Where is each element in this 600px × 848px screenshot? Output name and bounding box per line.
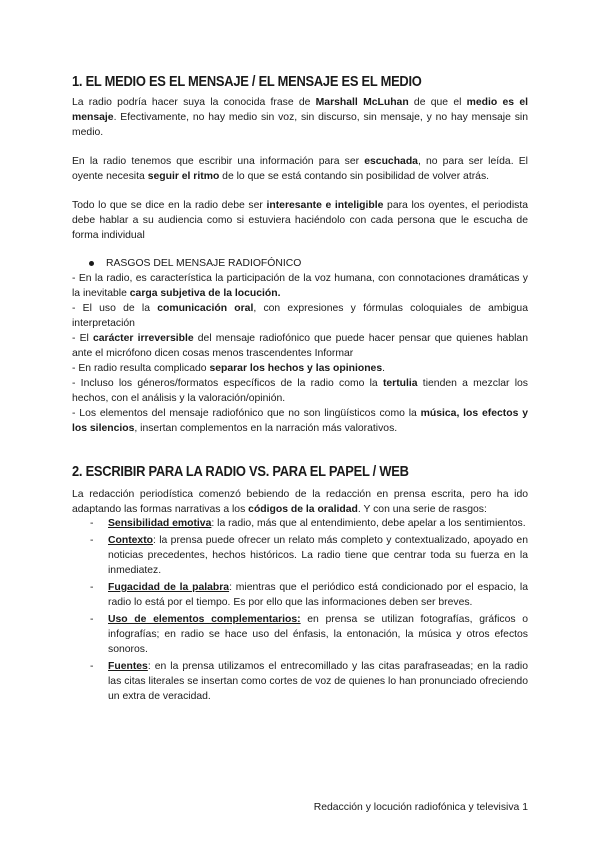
text-span: Todo lo que se dice en la radio debe ser bbox=[72, 200, 267, 211]
text-span: La redacción periodística comenzó bebiendo de la redacción en prensa escrita, pero ha ido adaptando las formas narrativas a los bbox=[72, 489, 528, 515]
bold-span: códigos de la oralidad bbox=[248, 504, 358, 515]
section1-paragraph-2 bbox=[72, 154, 528, 184]
bold-span: Marshall McLuhan bbox=[315, 97, 409, 108]
item-text: : la prensa puede ofrecer un relato más completo y contextualizado, apoyado en noticias precedentes, hechos históricos. La radio tiene que centrar toda su fuerza en la inmediatez. bbox=[108, 535, 528, 576]
item-term: Contexto bbox=[108, 535, 154, 546]
text-span: , con expresiones y fórmulas coloquiales de ambigua interpretación bbox=[72, 303, 528, 329]
text-span: - En la radio, es característica la participación de la voz humana, con connotaciones dramáticas y la inevitable bbox=[72, 273, 528, 299]
item-term: Sensibilidad emotiva bbox=[108, 518, 212, 529]
text-span: del mensaje radiofónico que puede hacer pensar que quienes hablan ante el micrófono dicen cosas menos trascendentes Informar bbox=[72, 333, 528, 359]
text-span: - El bbox=[72, 333, 93, 344]
item-term: Fuentes bbox=[108, 661, 148, 672]
text-span: para los oyentes, el periodista debe hablar a su audiencia como si estuviera haciéndolo con cada persona que le escucha de forma individual bbox=[72, 200, 529, 241]
bold-span: tertulia bbox=[382, 378, 418, 389]
item-text: : en la prensa utilizamos el entrecomillado y las citas parafraseadas; en la radio las citas literales se insertan como cortes de voz de quienes lo han pronunciado ofreciendo un extra de veracidad. bbox=[108, 661, 528, 702]
section2-heading: 2. ESCRIBIR PARA LA RADIO VS. PARA EL PAPEL / WEB bbox=[72, 463, 409, 480]
bold-span: seguir el ritmo bbox=[147, 171, 220, 182]
bold-span: comunicación oral bbox=[157, 303, 254, 314]
item-term: Fugacidad de la palabra bbox=[108, 582, 230, 593]
text-span: En la radio tenemos que escribir una información para ser bbox=[72, 156, 365, 167]
list-item bbox=[72, 533, 528, 578]
text-span: tienden a mezclar los hechos, con el análisis y la valoración/opinión. bbox=[72, 378, 528, 404]
rasgo-item bbox=[72, 361, 528, 376]
text-span: . bbox=[382, 363, 386, 374]
section1-paragraph-3 bbox=[72, 198, 528, 243]
section1-paragraph-1 bbox=[72, 95, 528, 140]
rasgos-list bbox=[72, 271, 528, 436]
text-span: La radio podría hacer suya la conocida frase de bbox=[72, 97, 316, 108]
text-span: - En radio resulta complicado bbox=[72, 363, 210, 374]
bold-span: interesante e inteligible bbox=[266, 200, 384, 211]
text-span: - Los elementos del mensaje radiofónico que no son lingüísticos como la bbox=[72, 408, 421, 419]
text-span: de que el bbox=[408, 97, 467, 108]
bullet-dot-icon bbox=[89, 261, 94, 266]
bold-span: música, los efectos y los silencios bbox=[72, 408, 529, 434]
text-span: de lo que se está contando sin posibilidad de volver atrás. bbox=[219, 171, 490, 182]
section2-intro bbox=[72, 487, 528, 517]
item-term: Uso de elementos complementarios: bbox=[108, 614, 301, 625]
item-text: en prensa se utilizan fotografías, gráficos o infografías; en radio se hace uso del énfasis, la entonación, la música y otros efectos sonoros. bbox=[108, 614, 529, 655]
text-span: , no para ser leída. El oyente necesita bbox=[72, 156, 528, 182]
text-span: - Incluso los géneros/formatos específicos de la radio como la bbox=[72, 378, 383, 389]
text-span: . Y con una serie de rasgos: bbox=[357, 504, 487, 515]
item-text: : mientras que el periódico está condicionado por el espacio, la radio lo está por el tiempo. Es por ello que las informaciones deben ser breves. bbox=[108, 582, 528, 608]
text-span: . Efectivamente, no hay medio sin voz, sin discurso, sin mensaje, y no hay mensaje sin medio. bbox=[72, 112, 528, 138]
dash-marker: - bbox=[90, 518, 94, 529]
dash-marker: - bbox=[90, 614, 94, 625]
section1-heading: 1. EL MEDIO ES EL MENSAJE / EL MENSAJE ES EL MEDIO bbox=[72, 73, 422, 90]
rasgo-item bbox=[72, 331, 528, 361]
list-item bbox=[72, 580, 528, 610]
bold-span: escuchada bbox=[364, 156, 418, 167]
item-text: : la radio, más que al entendimiento, debe apelar a los sentimientos. bbox=[211, 518, 526, 529]
rasgo-item bbox=[72, 271, 528, 301]
rasgo-item bbox=[72, 301, 528, 331]
dash-marker: - bbox=[90, 582, 94, 593]
text-span: - El uso de la bbox=[72, 303, 158, 314]
bold-span: medio es el mensaje bbox=[72, 97, 528, 123]
dash-marker: - bbox=[90, 661, 94, 672]
list-item bbox=[72, 516, 528, 531]
rasgos-heading: RASGOS DEL MENSAJE RADIOFÓNICO bbox=[106, 258, 302, 269]
section2-list bbox=[72, 516, 528, 706]
list-item bbox=[72, 612, 528, 657]
rasgos-bullet bbox=[72, 256, 528, 271]
bold-span: carácter irreversible bbox=[93, 333, 194, 344]
dash-marker: - bbox=[90, 535, 94, 546]
bold-span: carga subjetiva de la locución. bbox=[129, 288, 281, 299]
bold-span: separar los hechos y las opiniones bbox=[209, 363, 383, 374]
page-footer: Redacción y locución radiofónica y televisiva 1 bbox=[313, 802, 528, 813]
text-span: , insertan complementos en la narración más valorativos. bbox=[134, 423, 398, 434]
rasgo-item bbox=[72, 376, 528, 406]
list-item bbox=[72, 659, 528, 704]
rasgo-item bbox=[72, 406, 528, 436]
